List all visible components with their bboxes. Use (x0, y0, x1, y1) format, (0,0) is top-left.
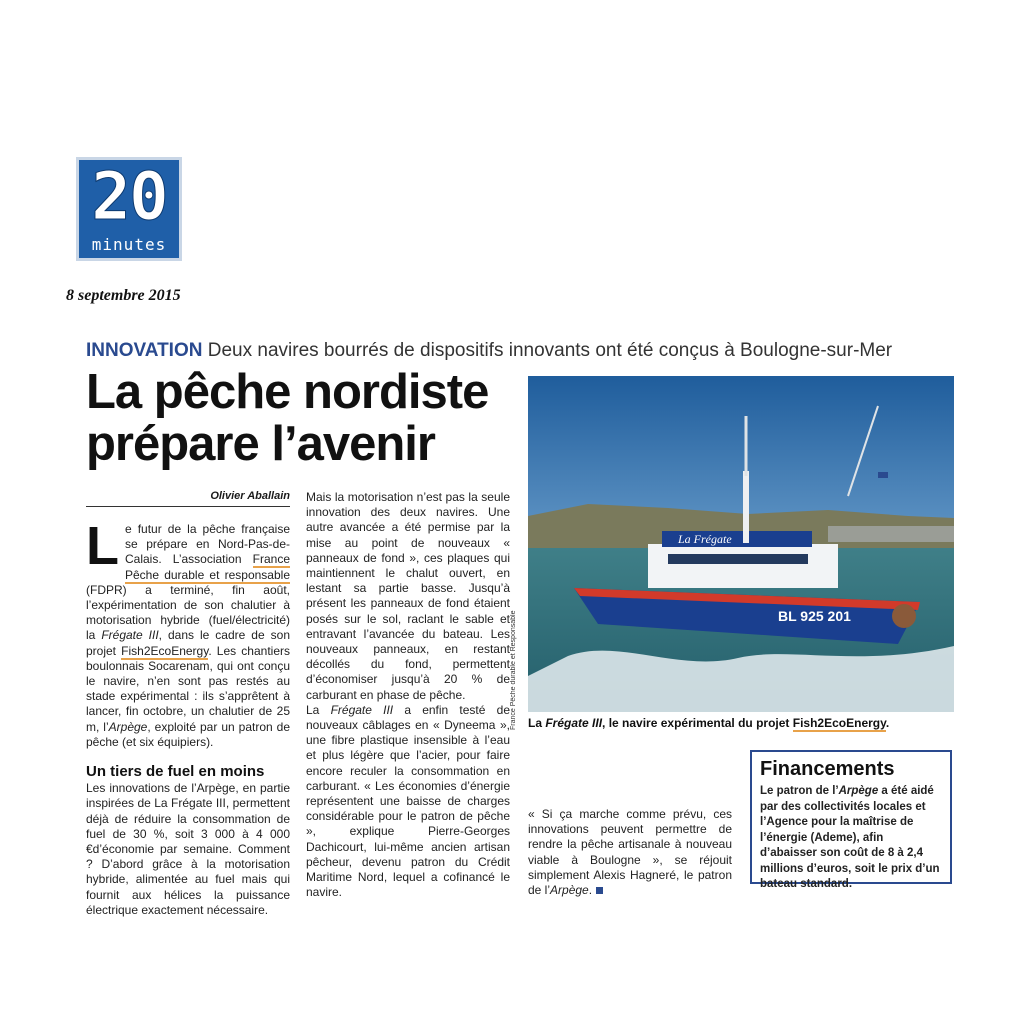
intro-text: e futur de la pêche française se prépare en Nord-Pas-de-Calais. L’association (125, 522, 290, 567)
headline: La pêche nordiste prépare l’avenir (86, 365, 489, 471)
intro-text: . Les chantiers boulonnais Socarenam, qui ont conçu le navire, n’en sont pas restés au stade expérimental : ils s’apprêtent à lancer, fin octobre, un chalutier de 25 m, l’ (86, 643, 290, 734)
financing-sidebar (750, 750, 952, 890)
paragraph-text: « Si ça marche comme prévu, ces innovations peuvent permettre de rendre la pêche artisanale à nouveau viable à Boulogne », se réjouit simplement Alexis Hagneré, le patron de l’ (528, 807, 732, 898)
section-tag: INNOVATION (86, 340, 203, 361)
boat-name: Frégate III (545, 716, 603, 730)
column-spacer (528, 763, 732, 807)
boat-name: Arpège (838, 785, 879, 797)
boat-name: Frégate III (330, 702, 394, 717)
paragraph-text: a enfin testé de nouveaux câblages en « Dyneema », une fibre plastique insensible à l’eau et plus légère que l’acier, pour faire encore reculer la consommation en carburant. « Les économies d’énergie représentent une baisse de charges considérable pour le patron de pêche », explique Pierre-Georges Dachicourt, lui-même ancien artisan pêcheur, devenu patron du Crédit Maritime Nord, lequel a cofinancé le navire. (306, 702, 510, 900)
photo-credit: France Pêche durable et Responsable (510, 610, 517, 730)
harbour-wall (828, 526, 954, 542)
sidebar-title: Financements (760, 758, 895, 780)
sidebar-text (760, 784, 942, 893)
photo-caption (528, 716, 954, 730)
article-paragraph-5 (528, 807, 732, 898)
20-minutes-logo (76, 157, 182, 261)
kicker (86, 340, 966, 362)
logo-word: minutes (91, 235, 167, 254)
caption-text: , le navire expérimental du projet (602, 716, 793, 730)
subheading: Un tiers de fuel en moins (86, 763, 265, 781)
mast (743, 471, 749, 543)
article-column-2 (306, 490, 510, 900)
boat-name: Arpège (108, 719, 148, 734)
trawl-door (892, 604, 916, 628)
intro-text: , exploité par un patron de pêche (et six équipiers). (86, 719, 290, 749)
article-paragraph-2: Les innovations de l’Arpège, en partie inspirées de La Frégate III, permettent déjà de réduire la consommation de fuel de 30 %, soit 3 000 à 4 000 €d’économie par semaine. Comment ? D’abord grâce à la motorisation hybride, alimentée au fuel mais qui fournit aux hélices la puissance électrique exactement nécessaire. (86, 781, 290, 917)
superstructure (648, 544, 838, 588)
logo-number: 20 (91, 158, 167, 235)
caption-text: La (528, 716, 546, 730)
article-column-1 (86, 516, 290, 918)
project-link[interactable]: Fish2EcoEnergy (121, 643, 209, 658)
intro-text: , dans le cadre de son projet (86, 628, 290, 658)
article-intro (86, 516, 290, 750)
article-paragraph-4: La Frégate III a enfin testé de nouveaux câblages en « Dyneema », une fibre plastique insensible à l’eau et plus légère que l’acier, pour faire encore reculer la consommation en carburant. « Les économies d’énergie représentent une baisse de charges considérable pour le patron de pêche », explique Pierre-Georges Dachicourt, lui-même ancien artisan pêcheur, devenu patron du Crédit Maritime Nord, lequel a cofinancé le navire. (306, 702, 510, 900)
sidebar-text-part: a été aidé par des collectivités locales et l’Agence pour la maîtrise de l’énergie (Ademe), afin d’abaisser son coût de 8 à 2,4 millions d’euros, soit le prix d’un bateau standard. (760, 785, 940, 890)
hull-id: BL 925 201 (778, 608, 851, 624)
publication-date: 8 septembre 2015 (66, 287, 181, 304)
paragraph-text: . (588, 883, 593, 898)
caption-text: . (885, 716, 890, 730)
fdpr-link[interactable]: France Pêche durable et responsable (125, 552, 290, 582)
boat-name-label: La Frégate (678, 532, 732, 546)
trawler-photo (528, 376, 954, 712)
kicker-text: Deux navires bourrés de dispositifs innovants ont été conçus à Boulogne-sur-Mer (207, 340, 893, 361)
article-column-3 (528, 763, 732, 898)
sidebar-text-part: Le patron de l’ (760, 785, 839, 797)
flag (878, 472, 888, 478)
caption-project-link[interactable]: Fish2EcoEnergy (792, 716, 886, 730)
intro-text: (FDPR) a terminé, fin août, l’expérimentation de son chalutier à motorisation hybride (fuel/électricité) la (86, 582, 290, 643)
byline: Olivier Aballain (86, 490, 290, 507)
boat-name: Frégate III (101, 628, 159, 643)
article-paragraph-3: Mais la motorisation n’est pas la seule innovation des deux navires. Une autre avancée a été permise par la mise au point de nouveaux « panneaux de fond », ces plaques qui maintiennent le chalut ouvert, en lestant sa partie basse. Jusqu’à présent les panneaux de fond étaient posés sur le sol, raclant le sable et entravant l’avancée du bateau. Les nouveaux panneaux, en restant décollés du fond, permettent d’économiser jusqu’à 20 % de carburant en phase de pêche. (306, 490, 510, 702)
windows (668, 554, 808, 564)
end-mark-icon (596, 887, 603, 894)
drop-cap: L (86, 516, 119, 576)
boat-name: Arpège (550, 883, 589, 898)
